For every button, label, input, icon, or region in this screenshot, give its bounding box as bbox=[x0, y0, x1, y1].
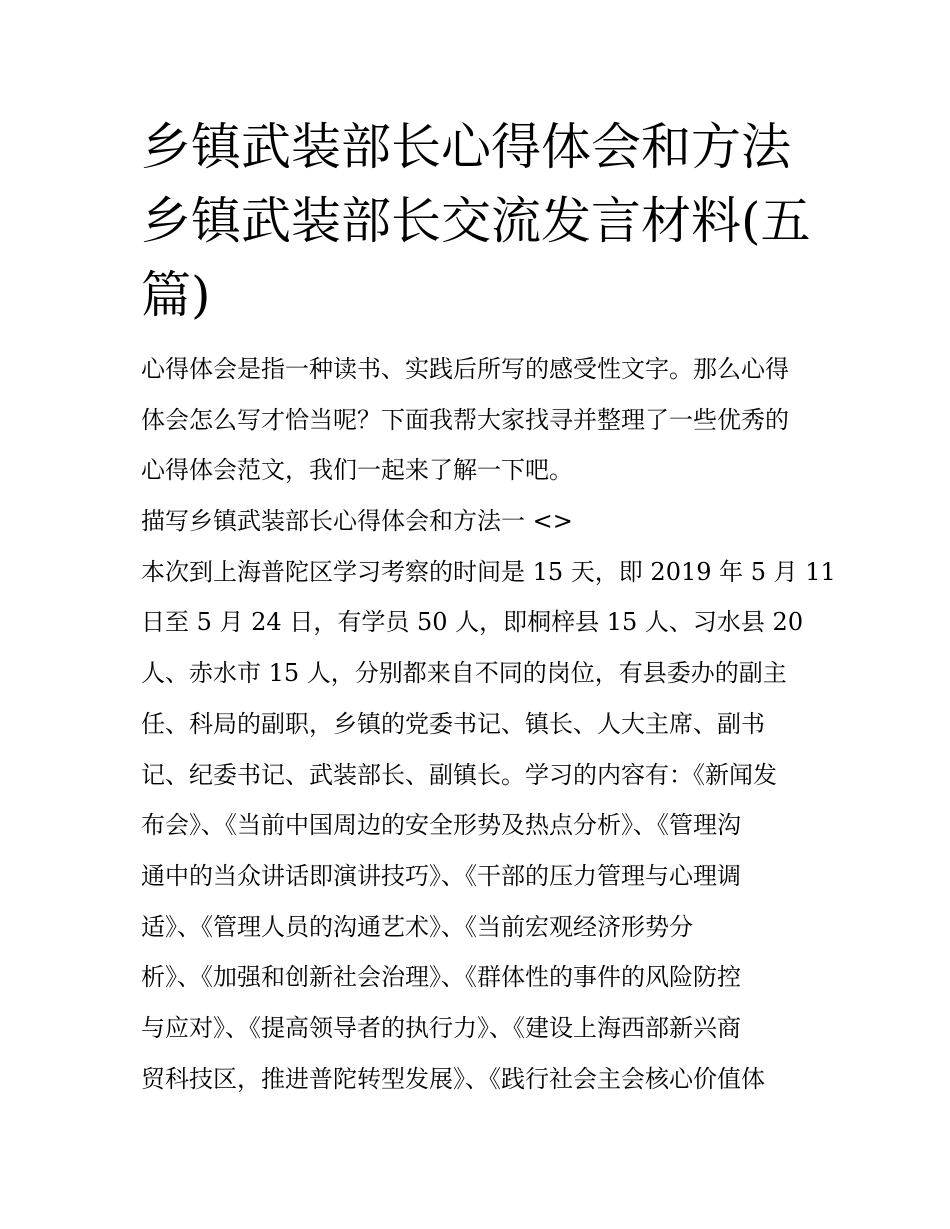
document-body bbox=[141, 344, 836, 1104]
body-line: 日至 5 月 24 日，有学员 50 人，即桐梓县 15 人、习水县 20 bbox=[141, 608, 804, 637]
body-line: 通中的当众讲话即演讲技巧》、《干部的压力管理与心理调 bbox=[141, 861, 741, 890]
section-heading: 描写乡镇武装部长心得体会和方法一 <> bbox=[141, 507, 573, 536]
body-line: 心得体会是指一种读书、实践后所写的感受性文字。那么心得 bbox=[141, 355, 789, 383]
body-line: 贸科技区，推进普陀转型发展》、《践行社会主会核心价值体 bbox=[141, 1064, 765, 1093]
body-line: 与应对》、《提高领导者的执行力》、《建设上海西部新兴商 bbox=[141, 1013, 741, 1042]
body-line: 适》、《管理人员的沟通艺术》、《当前宏观经济形势分 bbox=[141, 912, 693, 941]
body-line: 体会怎么写才恰当呢？下面我帮大家找寻并整理了一些优秀的 bbox=[141, 405, 789, 434]
body-line: 析》、《加强和创新社会治理》、《群体性的事件的风险防控 bbox=[141, 963, 741, 992]
body-line: 本次到上海普陀区学习考察的时间是 15 天，即 2019 年 5 月 11 bbox=[141, 557, 836, 586]
body-line: 布会》、《当前中国周边的安全形势及热点分析》、《管理沟 bbox=[141, 811, 741, 840]
body-line: 人、赤水市 15 人，分别都来自不同的岗位，有县委办的副主 bbox=[141, 659, 787, 688]
body-line: 心得体会范文，我们一起来了解一下吧。 bbox=[141, 456, 573, 485]
document-title bbox=[141, 110, 821, 332]
document-content bbox=[141, 110, 836, 1104]
body-line: 任、科局的副职，乡镇的党委书记、镇长、人大主席、副书 bbox=[141, 709, 765, 738]
title-line: 乡镇武装部长心得体会和方法 bbox=[141, 118, 791, 176]
title-line: 乡镇武装部长交流发言材料(五 bbox=[141, 192, 811, 250]
title-line: 篇) bbox=[141, 266, 211, 324]
body-line: 记、纪委书记、武装部长、副镇长。学习的内容有：《新闻发 bbox=[141, 760, 777, 789]
